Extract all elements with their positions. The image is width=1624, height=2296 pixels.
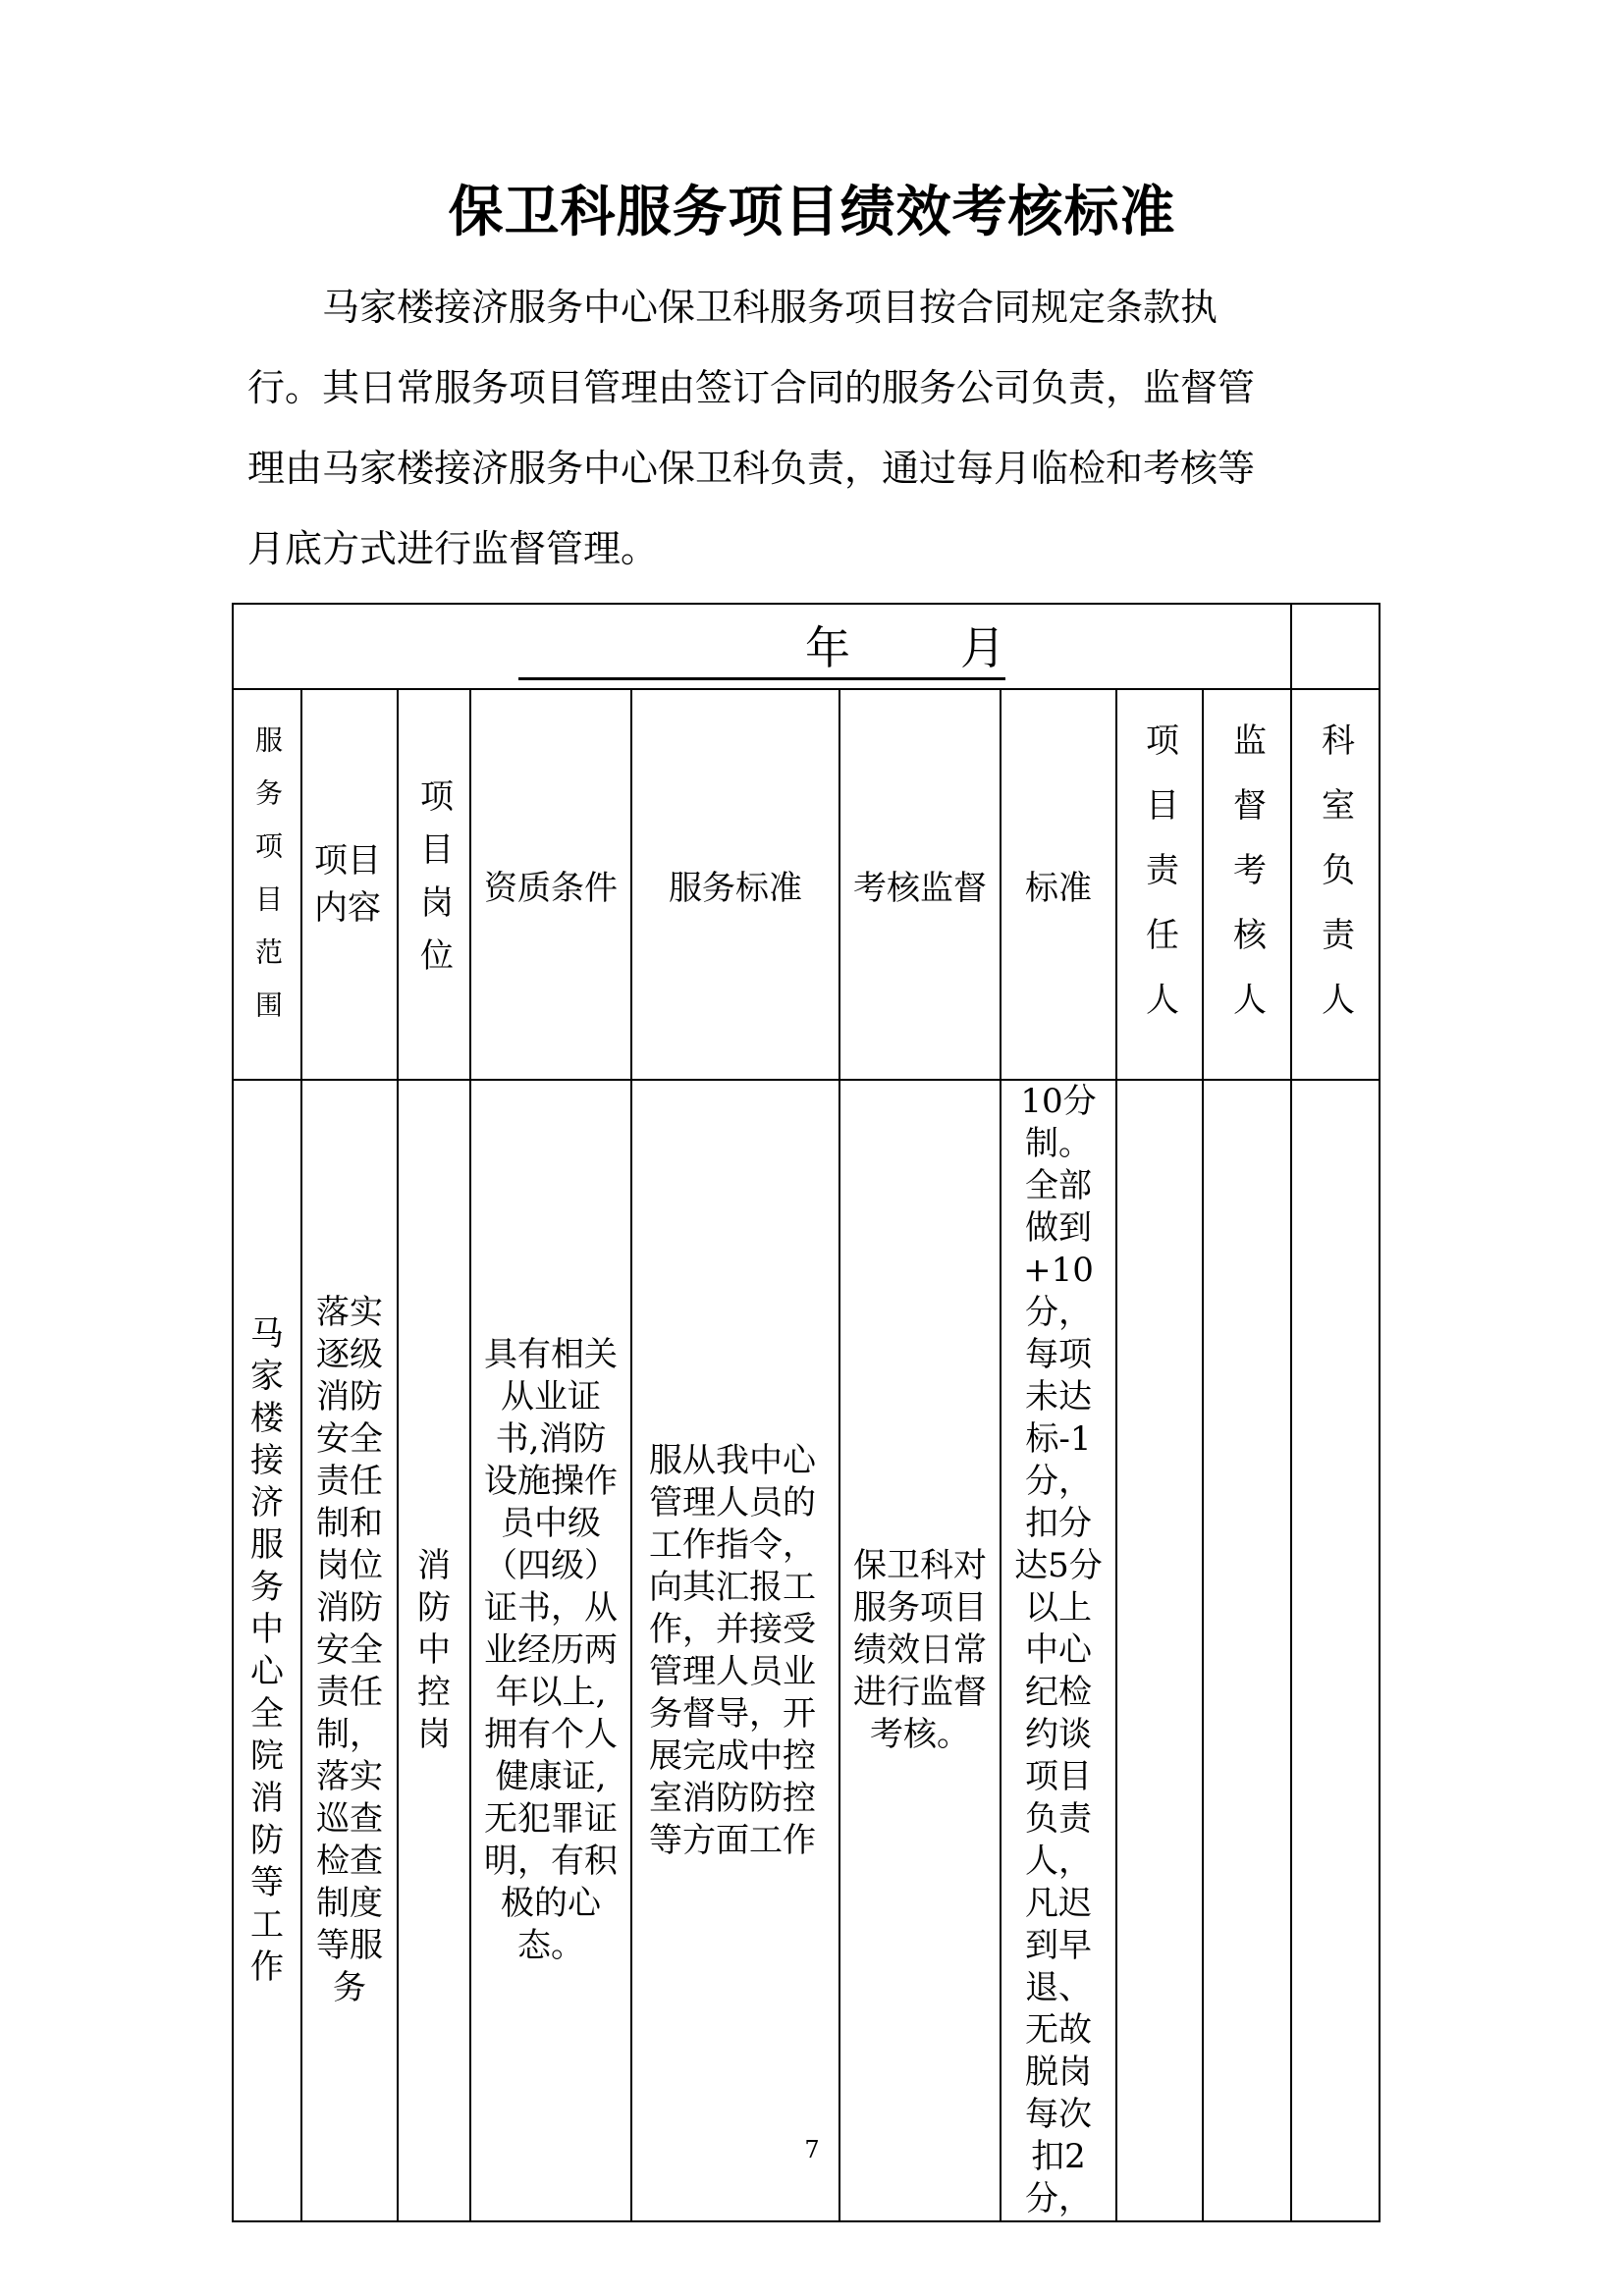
cell-position: 消防中控岗 [398, 1080, 470, 2221]
cell-supervision: 保卫科对服务项目绩效日常进行监督考核。 [839, 1080, 1001, 2221]
column-header-row [233, 689, 1380, 1080]
assessment-table [232, 603, 1380, 2222]
month-blank [850, 624, 960, 680]
col-header-project-responsible: 项目责任人 [1116, 689, 1203, 1080]
intro-paragraph [247, 267, 1278, 589]
intro-line: 马家楼接济服务中心保卫科服务项目按合同规定条款执 [322, 286, 1218, 329]
month-header-empty-cell [1291, 604, 1380, 689]
cell-project-responsible [1116, 1080, 1203, 2221]
document-title: 保卫科服务项目绩效考核标准 [448, 180, 1176, 244]
intro-line: 行。其日常服务项目管理由签订合同的服务公司负责，监督管 [247, 366, 1256, 409]
col-header-content: 项目内容 [301, 689, 398, 1080]
col-header-service-standard: 服务标准 [631, 689, 839, 1080]
cell-service-standard: 服从我中心管理人员的工作指令，向其汇报工作，并接受管理人员业务督导，开展完成中控室消防防控等方面工作 [631, 1080, 839, 2221]
cell-dept-head [1291, 1080, 1380, 2221]
intro-line: 月底方式进行监督管理。 [247, 527, 659, 570]
col-header-scope: 服务项目范围 [233, 689, 301, 1080]
col-header-qualification: 资质条件 [470, 689, 631, 1080]
col-header-supervision: 考核监督 [839, 689, 1001, 1080]
month-header-cell [233, 604, 1291, 689]
cell-scope: 马家楼接济服务中心全院消防等工作 [233, 1080, 301, 2221]
cell-qualification: 具有相关从业证书,消防设施操作员中级（四级）证书，从业经历两年以上,拥有个人健康证,无犯罪证明，有积极的心态。 [470, 1080, 631, 2221]
month-label: 月 [960, 613, 1005, 680]
month-header-row [233, 604, 1380, 689]
col-header-supervisor: 监督考核人 [1203, 689, 1291, 1080]
page-number: 7 [804, 2136, 820, 2163]
col-header-position: 项目岗位 [398, 689, 470, 1080]
col-header-dept-head: 科室负责人 [1291, 689, 1380, 1080]
year-label: 年 [805, 613, 850, 680]
col-header-standard: 标准 [1001, 689, 1116, 1080]
cell-supervisor [1203, 1080, 1291, 2221]
cell-standard: 10分制。全部做到+10分，每项未达标-1分，扣分达5分以上中心纪检约谈项目负责人，凡迟到早退、无故脱岗每次扣2分， [1001, 1080, 1116, 2221]
table-row [233, 1080, 1380, 2221]
cell-content: 落实逐级消防安全责任制和岗位消防安全责任制，落实巡查检查制度等服务 [301, 1080, 398, 2221]
intro-line: 理由马家楼接济服务中心保卫科负责，通过每月临检和考核等 [247, 447, 1256, 490]
year-blank [518, 624, 805, 680]
